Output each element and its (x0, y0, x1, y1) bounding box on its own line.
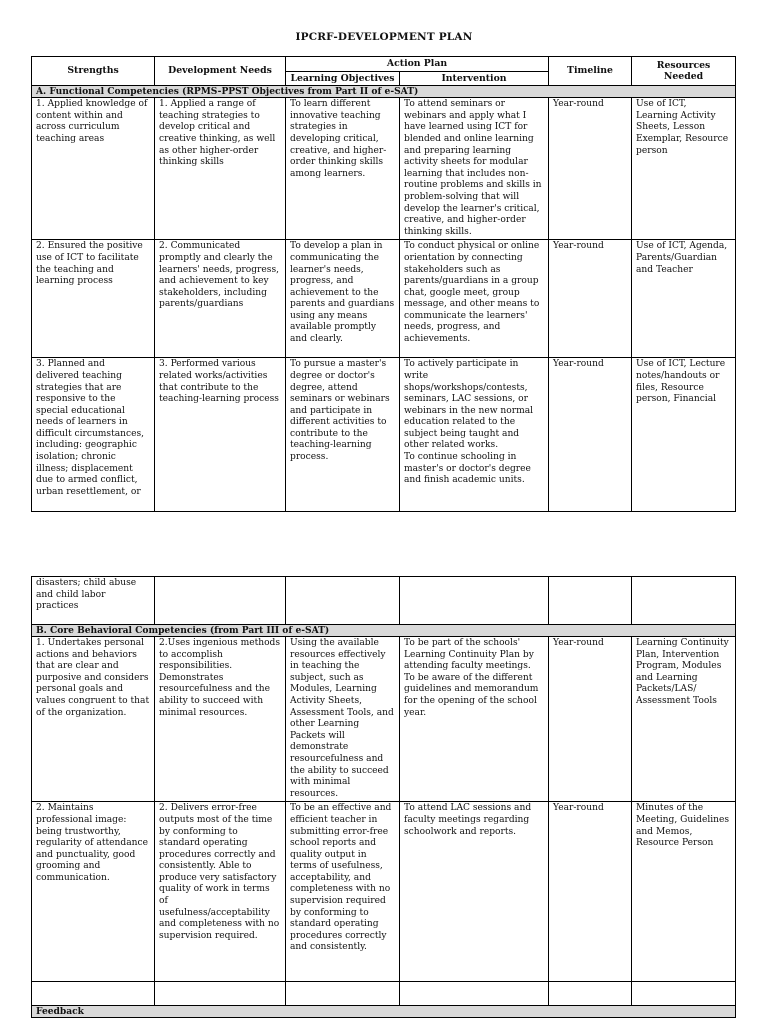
objective-cell: To be an effective and efficient teacher in submitting error-free school reports and quality output in terms of usefulness, acceptability, and completeness with no supervision required by conforming to standard operating procedures correctly and consistently. (286, 802, 400, 982)
timeline-cell: Year-round (549, 240, 632, 358)
need-cell: 1. Applied a range of teaching strategies to develop critical and creative thinking, as well as other higher-order thinking skills (155, 98, 286, 240)
resources-cell: Use of ICT, Lecture notes/handouts or files, Resource person, Financial (632, 358, 736, 512)
header-action-plan: Action Plan (286, 57, 549, 72)
timeline-cell: Year-round (549, 98, 632, 240)
table-row (32, 637, 736, 802)
timeline-cell: Year-round (549, 637, 632, 802)
header-timeline: Timeline (549, 57, 632, 86)
document-title: IPCRF-DEVELOPMENT PLAN (295, 31, 473, 43)
section-a-heading: A. Functional Competencies (RPMS-PPST Objectives from Part II of e-SAT) (32, 86, 736, 98)
objective-cell: Using the available resources effectively in teaching the subject, such as Modules, Learning Activity Sheets, Assessment Tools, and other Learning Packets will demonstrate resourcefulness and the ability to succeed with minimal resources. (286, 637, 400, 802)
table-row (32, 98, 736, 240)
strength-cell: 1. Undertakes personal actions and behaviors that are clear and purposive and considers personal goals and values congruent to that of the organization. (32, 637, 155, 802)
development-plan-table-page2 (31, 576, 736, 1018)
table-row (32, 240, 736, 358)
strength-cell: disasters; child abuse and child labor practices (32, 577, 155, 625)
objective-cell: To pursue a master's degree or doctor's degree, attend seminars or webinars and participate in different activities to contribute to the teaching-learning process. (286, 358, 400, 512)
objective-cell: To develop a plan in communicating the learner's needs, progress, and achievement to the parents and guardians using any means available promptly and clearly. (286, 240, 400, 358)
resources-cell: Use of ICT, Learning Activity Sheets, Lesson Exemplar, Resource person (632, 98, 736, 240)
need-cell: 2. Communicated promptly and clearly the learners' needs, progress, and achievement to key stakeholders, including parents/guardians (155, 240, 286, 358)
table-row (32, 802, 736, 982)
development-plan-table-page1 (31, 56, 736, 512)
need-cell: 2.Uses ingenious methods to accomplish responsibilities. Demonstrates resourcefulness and the ability to succeed with minimal resources. (155, 637, 286, 802)
table-row (32, 358, 736, 512)
objective-cell: To learn different innovative teaching strategies in developing critical, creative, and higher-order thinking skills among learners. (286, 98, 400, 240)
strength-cell: 1. Applied knowledge of content within and across curriculum teaching areas (32, 98, 155, 240)
need-cell: 3. Performed various related works/activities that contribute to the teaching-learning process (155, 358, 286, 512)
header-development-needs: Development Needs (155, 57, 286, 86)
intervention-cell: To attend LAC sessions and faculty meetings regarding schoolwork and reports. (400, 802, 549, 982)
need-cell: 2. Delivers error-free outputs most of the time by conforming to standard operating procedures correctly and consistently. Able to produce very satisfactory quality of work in terms of usefulness/acceptability and completeness with no supervision required. (155, 802, 286, 982)
feedback-heading: Feedback (32, 1006, 736, 1018)
resources-cell: Minutes of the Meeting, Guidelines and Memos, Resource Person (632, 802, 736, 982)
intervention-cell: To conduct physical or online orientation by connecting stakeholders such as parents/guardians in a group chat, google meet, group message, and other means to communicate the learners' needs, progress, and achievements. (400, 240, 549, 358)
resources-cell: Use of ICT, Agenda, Parents/Guardian and Teacher (632, 240, 736, 358)
header-intervention: Intervention (400, 71, 549, 86)
timeline-cell: Year-round (549, 358, 632, 512)
resources-cell: Learning Continuity Plan, Intervention Program, Modules and Learning Packets/LAS/ Assessment Tools (632, 637, 736, 802)
section-b-heading: B. Core Behavioral Competencies (from Part III of e-SAT) (32, 625, 736, 637)
strength-cell: 2. Ensured the positive use of ICT to facilitate the teaching and learning process (32, 240, 155, 358)
table-row (32, 982, 736, 1006)
table-row (32, 577, 736, 625)
header-strengths: Strengths (32, 57, 155, 86)
header-learning-objectives: Learning Objectives (286, 71, 400, 86)
header-resources-needed: Resources Needed (632, 57, 736, 86)
intervention-cell: To be part of the schools' Learning Continuity Plan by attending faculty meetings. To be aware of the different guidelines and memorandum for the opening of the school year. (400, 637, 549, 802)
intervention-cell: To actively participate in write shops/workshops/contests, seminars, LAC sessions, or webinars in the new normal education related to the subject being taught and other related works. To continue schooling in master's or doctor's degree and finish academic units. (400, 358, 549, 512)
strength-cell: 3. Planned and delivered teaching strategies that are responsive to the special educational needs of learners in difficult circumstances, including: geographic isolation; chronic illness; displacement due to armed conflict, urban resettlement, or (32, 358, 155, 512)
strength-cell: 2. Maintains professional image: being trustworthy, regularity of attendance and punctuality, good grooming and communication. (32, 802, 155, 982)
timeline-cell: Year-round (549, 802, 632, 982)
intervention-cell: To attend seminars or webinars and apply what I have learned using ICT for blended and online learning and preparing learning activity sheets for modular learning that includes non-routine problems and skills in problem-solving that will develop the learner's critical, creative, and higher-order thinking skills. (400, 98, 549, 240)
